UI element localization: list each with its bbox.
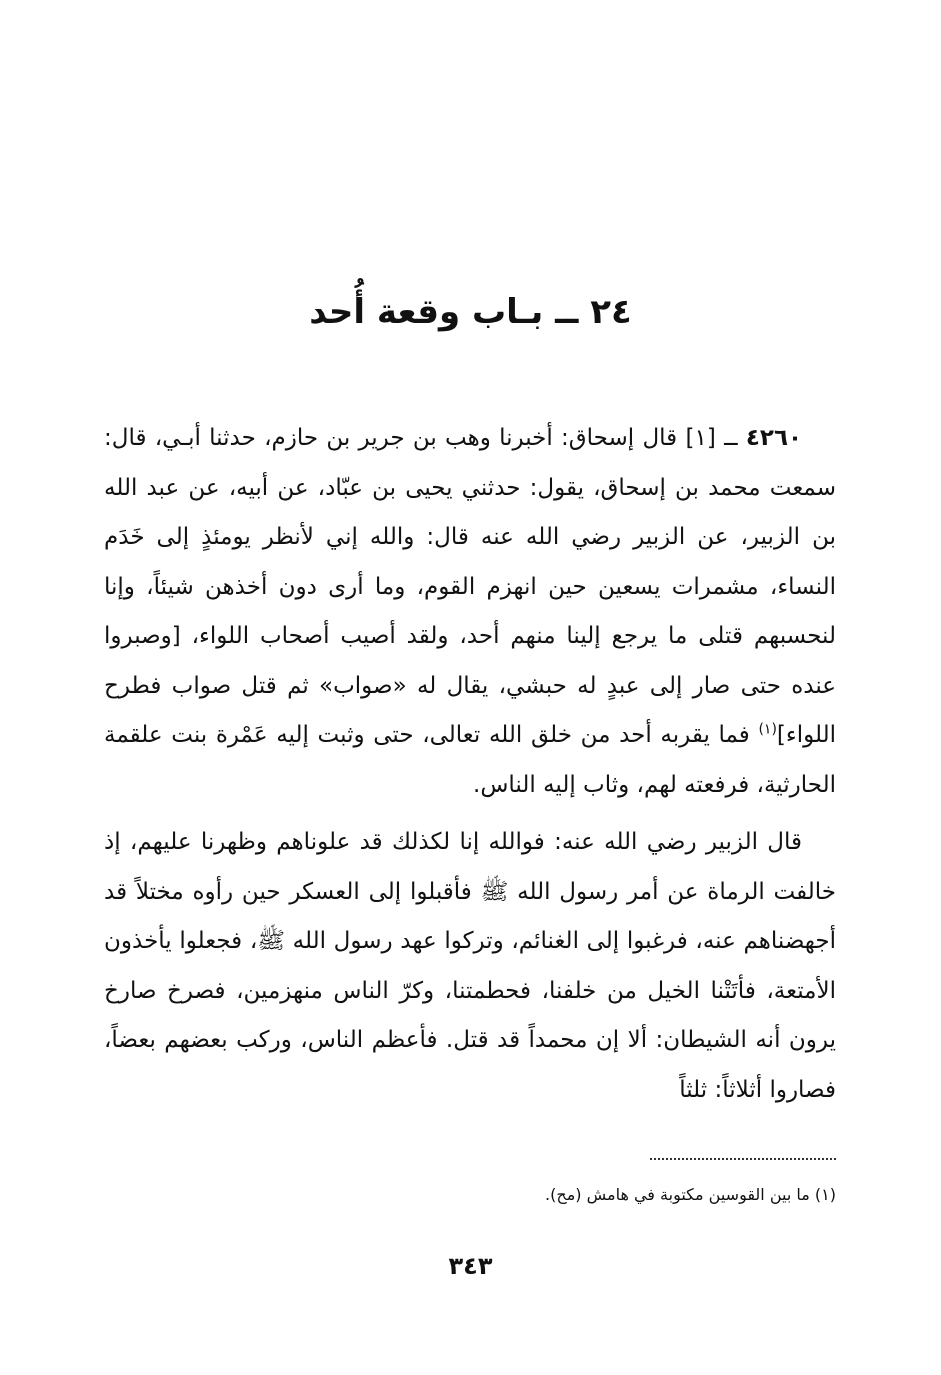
chapter-title: ٢٤ ــ بـاب وقعة أُحد [309, 292, 632, 332]
hadith-number: ٤٢٦٠ [745, 425, 803, 451]
hadith-paragraph-1-text: قال إسحاق: أخبرنا وهب بن جرير بن حازم، حدثنا أبـي، قال: سمعت محمد بن إسحاق، يقول: حدثني يحيى بن عبّاد، عن أبيه، عن عبد الله بن الزبير، عن الزبير رضي الله عنه قال: والله إني لأنظر يومئذٍ إلى خَدَم النساء، مشمرات يسعين حين انهزم القوم، وما أرى دون أخذهن شيئاً، وإنا لنحسبهم قتلى ما يرجع إلينا منهم أحد، ولقد أصيب أصحاب اللواء، [وصبروا عنده حتى صار إلى عبدٍ له حبشي، يقال له «صواب» ثم قتل صواب فطرح اللواء] [104, 425, 836, 748]
hadith-paragraph-2: قال الزبير رضي الله عنه: فوالله إنا لكذلك قد علوناهم وظهرنا عليهم، إذ خالفت الرماة عن أمر رسول الله ﷺ فأقبلوا إلى العسكر حين رأوه مختلاً قد أجهضناهم عنه، فرغبوا إلى الغنائم، وتركوا عهد رسول الله ﷺ، فجعلوا يأخذون الأمتعة، فأتَتْنا الخيل من خلفنا، فحطمتنا، وكرّ الناس منهزمين، فصرخ صارخ يرون أنه الشيطان: ألا إن محمداً قد قتل. فأعظم الناس، وركب بعضهم بعضاً، فصاروا أثلاثاً: ثلثاً [104, 829, 836, 1103]
hadith-bracket-number: [١] [685, 425, 716, 451]
hadith-text [104, 414, 836, 1115]
page-number: ٣٤٣ [448, 1252, 493, 1280]
hadith-paragraph-1 [104, 414, 836, 810]
footnote: (١) ما بين القوسين مكتوبة في هامش (مح). [545, 1185, 836, 1204]
footnote-reference: (١) [758, 721, 777, 738]
hadith-paragraph-1-continued: فما يقربه أحد من خلق الله تعالى، حتى وثبت إليه عَمْرة بنت علقمة الحارثية، فرفعته لهم، وثاب إليه الناس. [104, 722, 836, 798]
footnote-divider [650, 1158, 836, 1160]
hadith-separator: ــ [724, 425, 738, 451]
